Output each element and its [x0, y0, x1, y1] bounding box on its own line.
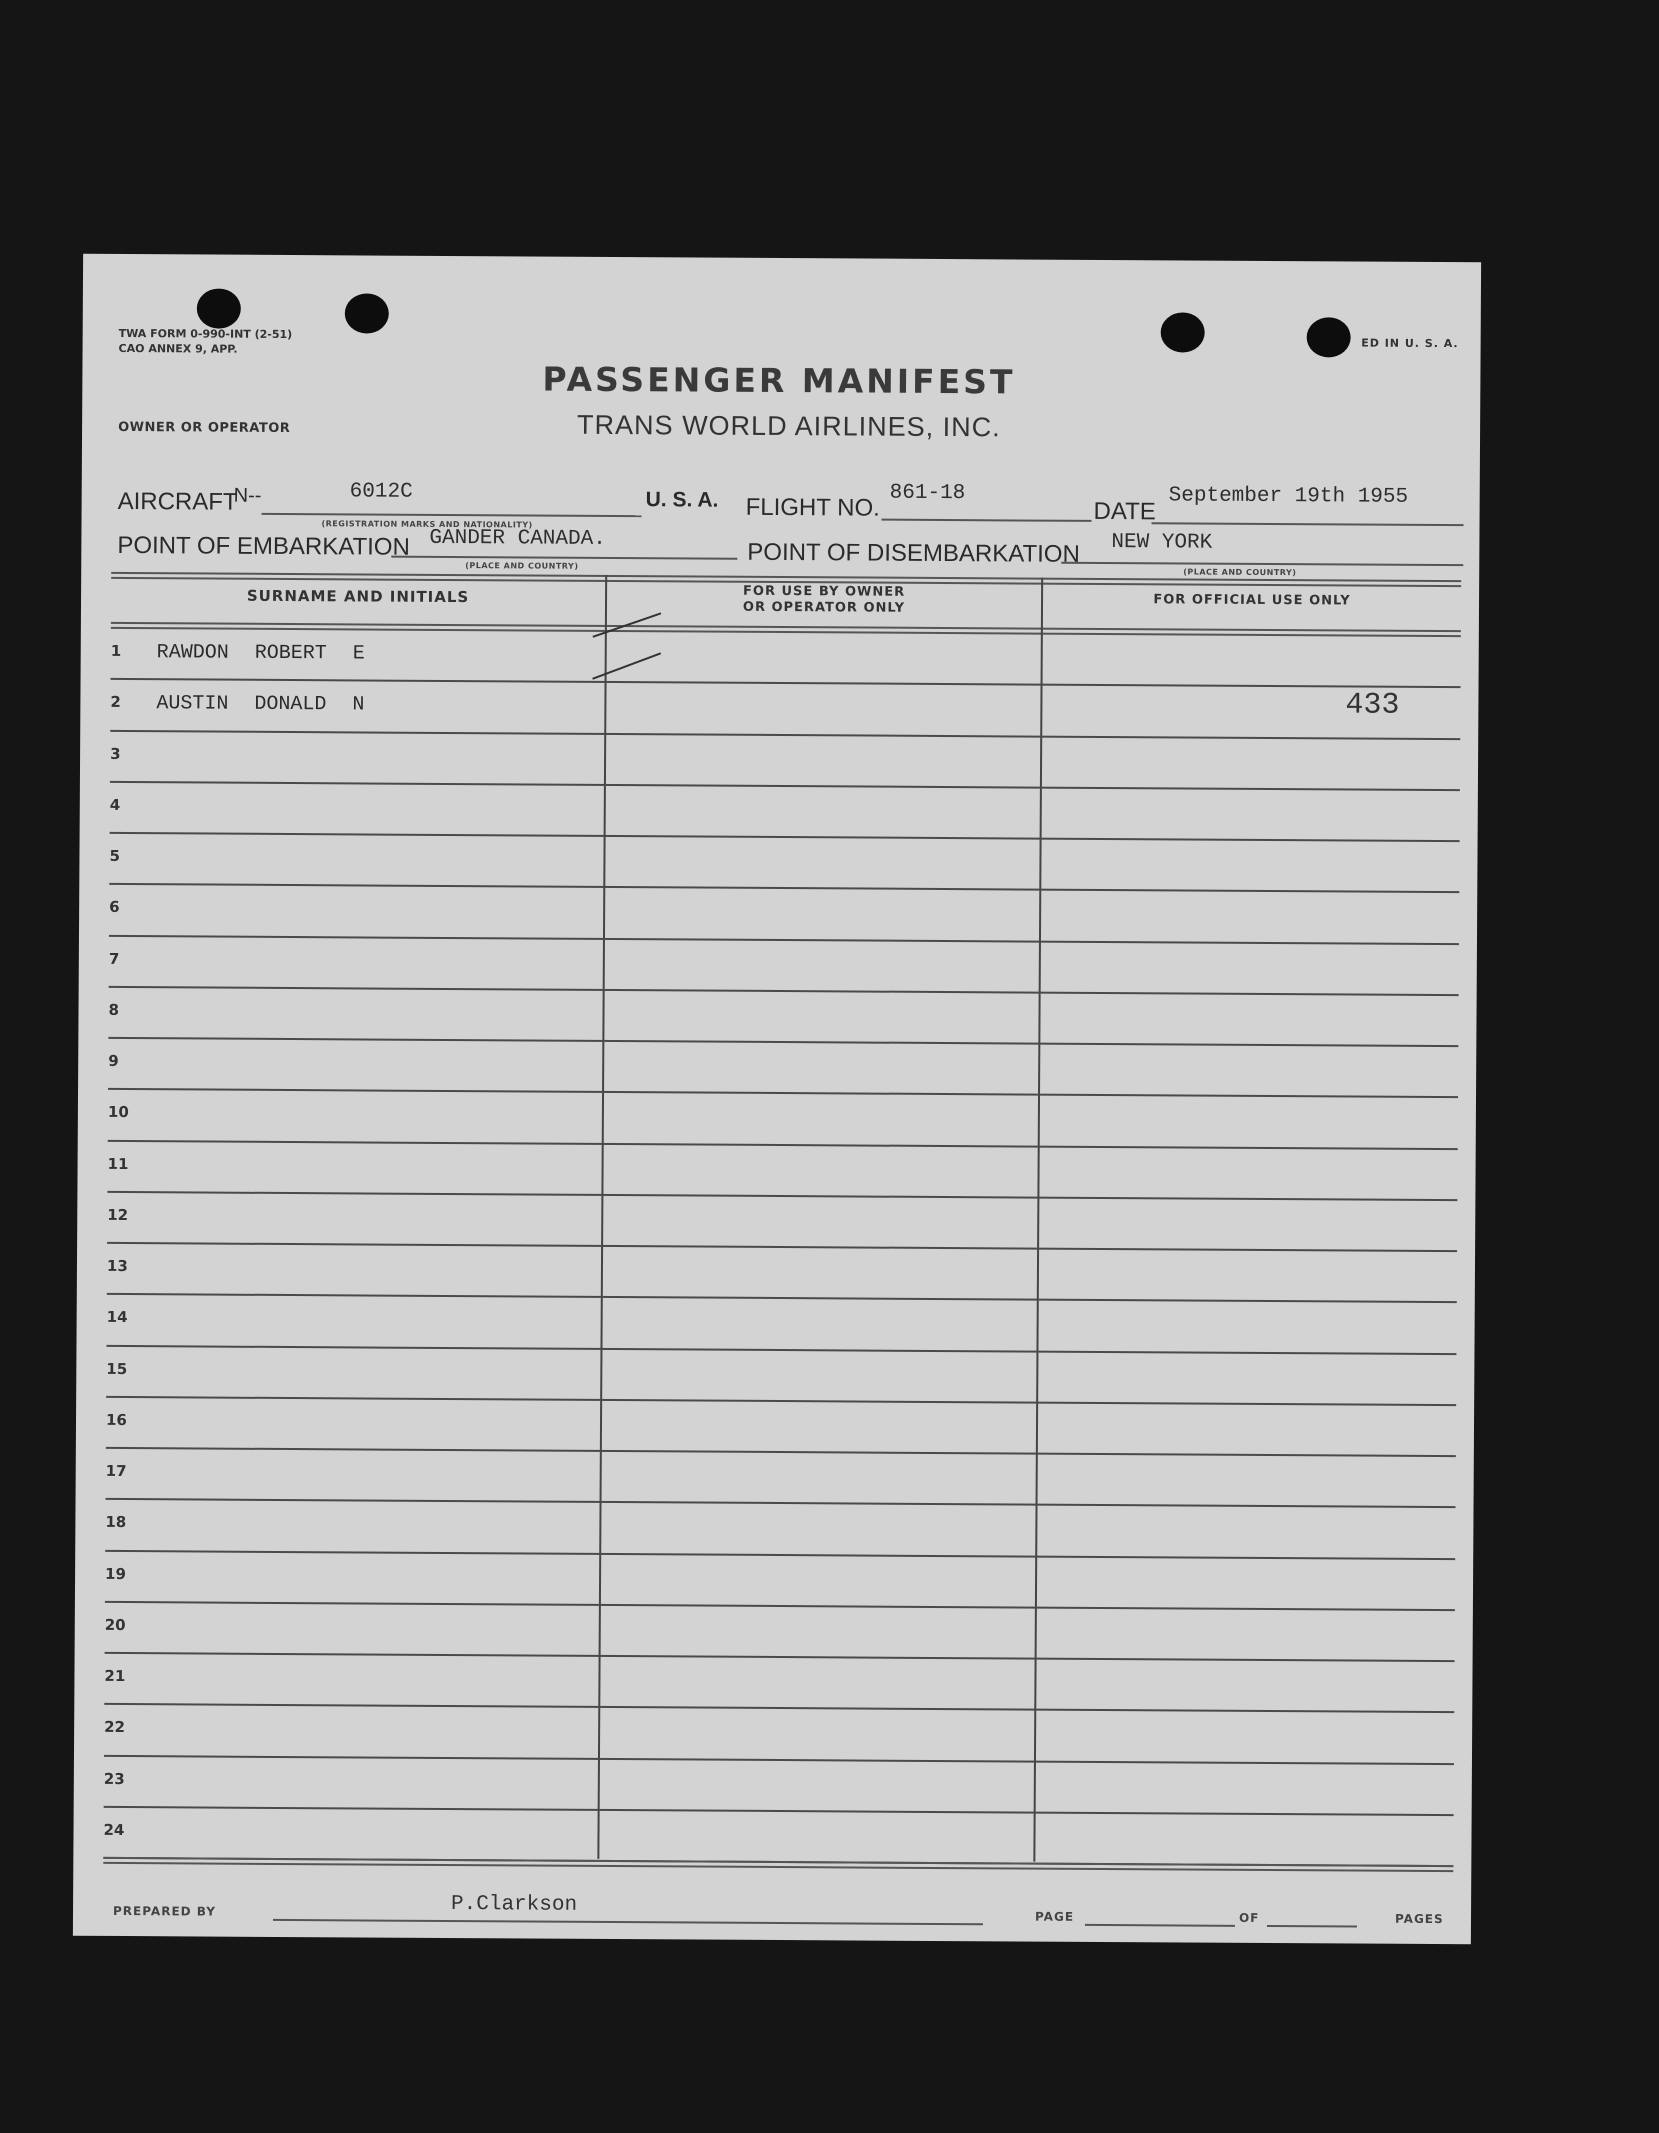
form-id-text: TWA FORM 0-990-INT (2-51) [118, 326, 293, 342]
place-note: (PLACE AND COUNTRY) [465, 561, 579, 571]
check-mark-icon [593, 613, 661, 637]
row-number: 22 [104, 1718, 126, 1737]
disembarkation-place: NEW YORK [1111, 531, 1213, 555]
page-label: PAGE [1034, 1909, 1075, 1924]
official-use-column-header: FOR OFFICIAL USE ONLY [1153, 592, 1351, 609]
aircraft-prefix: N-- [233, 484, 262, 507]
form-identifier [119, 326, 293, 357]
page-underline [1085, 1924, 1235, 1927]
embarkation-underline [391, 556, 737, 560]
row-rule [105, 1601, 1455, 1611]
row-number: 10 [107, 1103, 129, 1122]
disembarkation-label: POINT OF DISEMBARKATION [747, 538, 1080, 568]
row-rule [105, 1549, 1455, 1559]
row-number: 2 [110, 693, 121, 712]
owner-operator-label: OWNER OR OPERATOR [118, 419, 291, 437]
airline-name: TRANS WORLD AIRLINES, INC. [577, 409, 1001, 443]
punch-hole [1161, 312, 1205, 352]
row-rule [107, 1242, 1457, 1252]
owner-use-line1: FOR USE BY OWNER [743, 583, 906, 600]
row-number: 1 [110, 641, 122, 660]
row-rule [106, 1396, 1456, 1406]
punch-hole [1307, 317, 1351, 357]
row-rule [107, 1293, 1457, 1303]
flight-label: FLIGHT NO. [745, 493, 880, 522]
row-rule [104, 1754, 1454, 1764]
row-number: 15 [106, 1359, 128, 1378]
row-number: 7 [108, 949, 120, 968]
passenger-name: AUSTIN DONALD N [156, 692, 365, 717]
row-number: 8 [108, 1000, 120, 1019]
row-rule [109, 986, 1459, 996]
flight-underline [882, 519, 1092, 522]
row-number: 14 [106, 1308, 128, 1327]
embarkation-place: GANDER CANADA. [429, 526, 606, 551]
row-number: 5 [109, 846, 120, 865]
row-number: 9 [108, 1051, 119, 1070]
place-note-2: (PLACE AND COUNTRY) [1183, 567, 1297, 578]
row-number: 3 [110, 744, 121, 763]
registration-note: (REGISTRATION MARKS AND NATIONALITY) [321, 519, 533, 530]
row-rule [110, 781, 1460, 791]
row-number: 20 [104, 1615, 126, 1634]
disembarkation-underline [1061, 562, 1463, 566]
owner-use-line2: OR OPERATOR ONLY [742, 599, 906, 616]
row-rule [109, 934, 1459, 944]
column-divider [1033, 578, 1043, 1862]
row-number: 17 [105, 1461, 127, 1481]
flight-date: September 19th 1955 [1168, 484, 1409, 509]
row-number: 6 [109, 898, 120, 917]
row-rule [108, 1037, 1458, 1047]
row-rule [106, 1447, 1456, 1457]
date-label: DATE [1093, 497, 1156, 526]
aircraft-registration: 6012C [349, 480, 413, 504]
prepared-by-underline [273, 1919, 983, 1925]
row-rule [106, 1344, 1456, 1354]
row-rule [110, 729, 1460, 739]
check-marks [590, 607, 711, 708]
row-number: 18 [105, 1513, 127, 1532]
prepared-by-signature: P.Clarkson [451, 1893, 578, 1917]
row-rule [104, 1703, 1454, 1713]
row-number: 24 [103, 1820, 125, 1839]
cao-annex-text: CAO ANNEX 9, APP. [118, 341, 238, 356]
printed-in-label: ED IN U. S. A. [1361, 336, 1459, 351]
passenger-name: RAWDON ROBERT E [156, 641, 365, 666]
row-number: 19 [105, 1564, 127, 1583]
row-number: 11 [107, 1154, 129, 1173]
of-underline [1267, 1925, 1357, 1928]
row-rule [106, 1498, 1456, 1508]
row-rule [105, 1652, 1455, 1662]
aircraft-label: AIRCRAFT [117, 487, 238, 516]
row-number: 16 [105, 1410, 127, 1429]
row-number: 12 [107, 1205, 129, 1224]
row-number: 23 [103, 1769, 125, 1788]
flight-number: 861-18 [889, 481, 966, 506]
row-rule [104, 1806, 1454, 1816]
row-rule [108, 1139, 1458, 1149]
row-rule [109, 883, 1459, 893]
row-number: 21 [104, 1666, 126, 1686]
document-title: PASSENGER MANIFEST [542, 359, 1016, 402]
punch-hole [345, 293, 389, 333]
row-rule [111, 678, 1461, 688]
aircraft-underline [262, 513, 642, 517]
column-divider [597, 575, 607, 1859]
check-mark-icon [593, 653, 661, 679]
punch-hole [197, 288, 241, 328]
row-number: 4 [109, 795, 121, 814]
row-rule [107, 1191, 1457, 1201]
embarkation-label: POINT OF EMBARKATION [117, 531, 410, 561]
row-rule [110, 832, 1460, 842]
surname-column-header: SURNAME AND INITIALS [246, 586, 470, 607]
official-use-value: 433 [1345, 688, 1400, 723]
date-underline [1152, 522, 1464, 526]
pages-label: PAGES [1394, 1911, 1444, 1927]
nationality-label: U. S. A. [645, 488, 719, 512]
row-rule [108, 1088, 1458, 1098]
prepared-by-label: PREPARED BY [112, 1903, 217, 1919]
row-number: 13 [106, 1256, 128, 1276]
of-label: OF [1238, 1910, 1260, 1925]
manifest-document [73, 254, 1481, 1945]
